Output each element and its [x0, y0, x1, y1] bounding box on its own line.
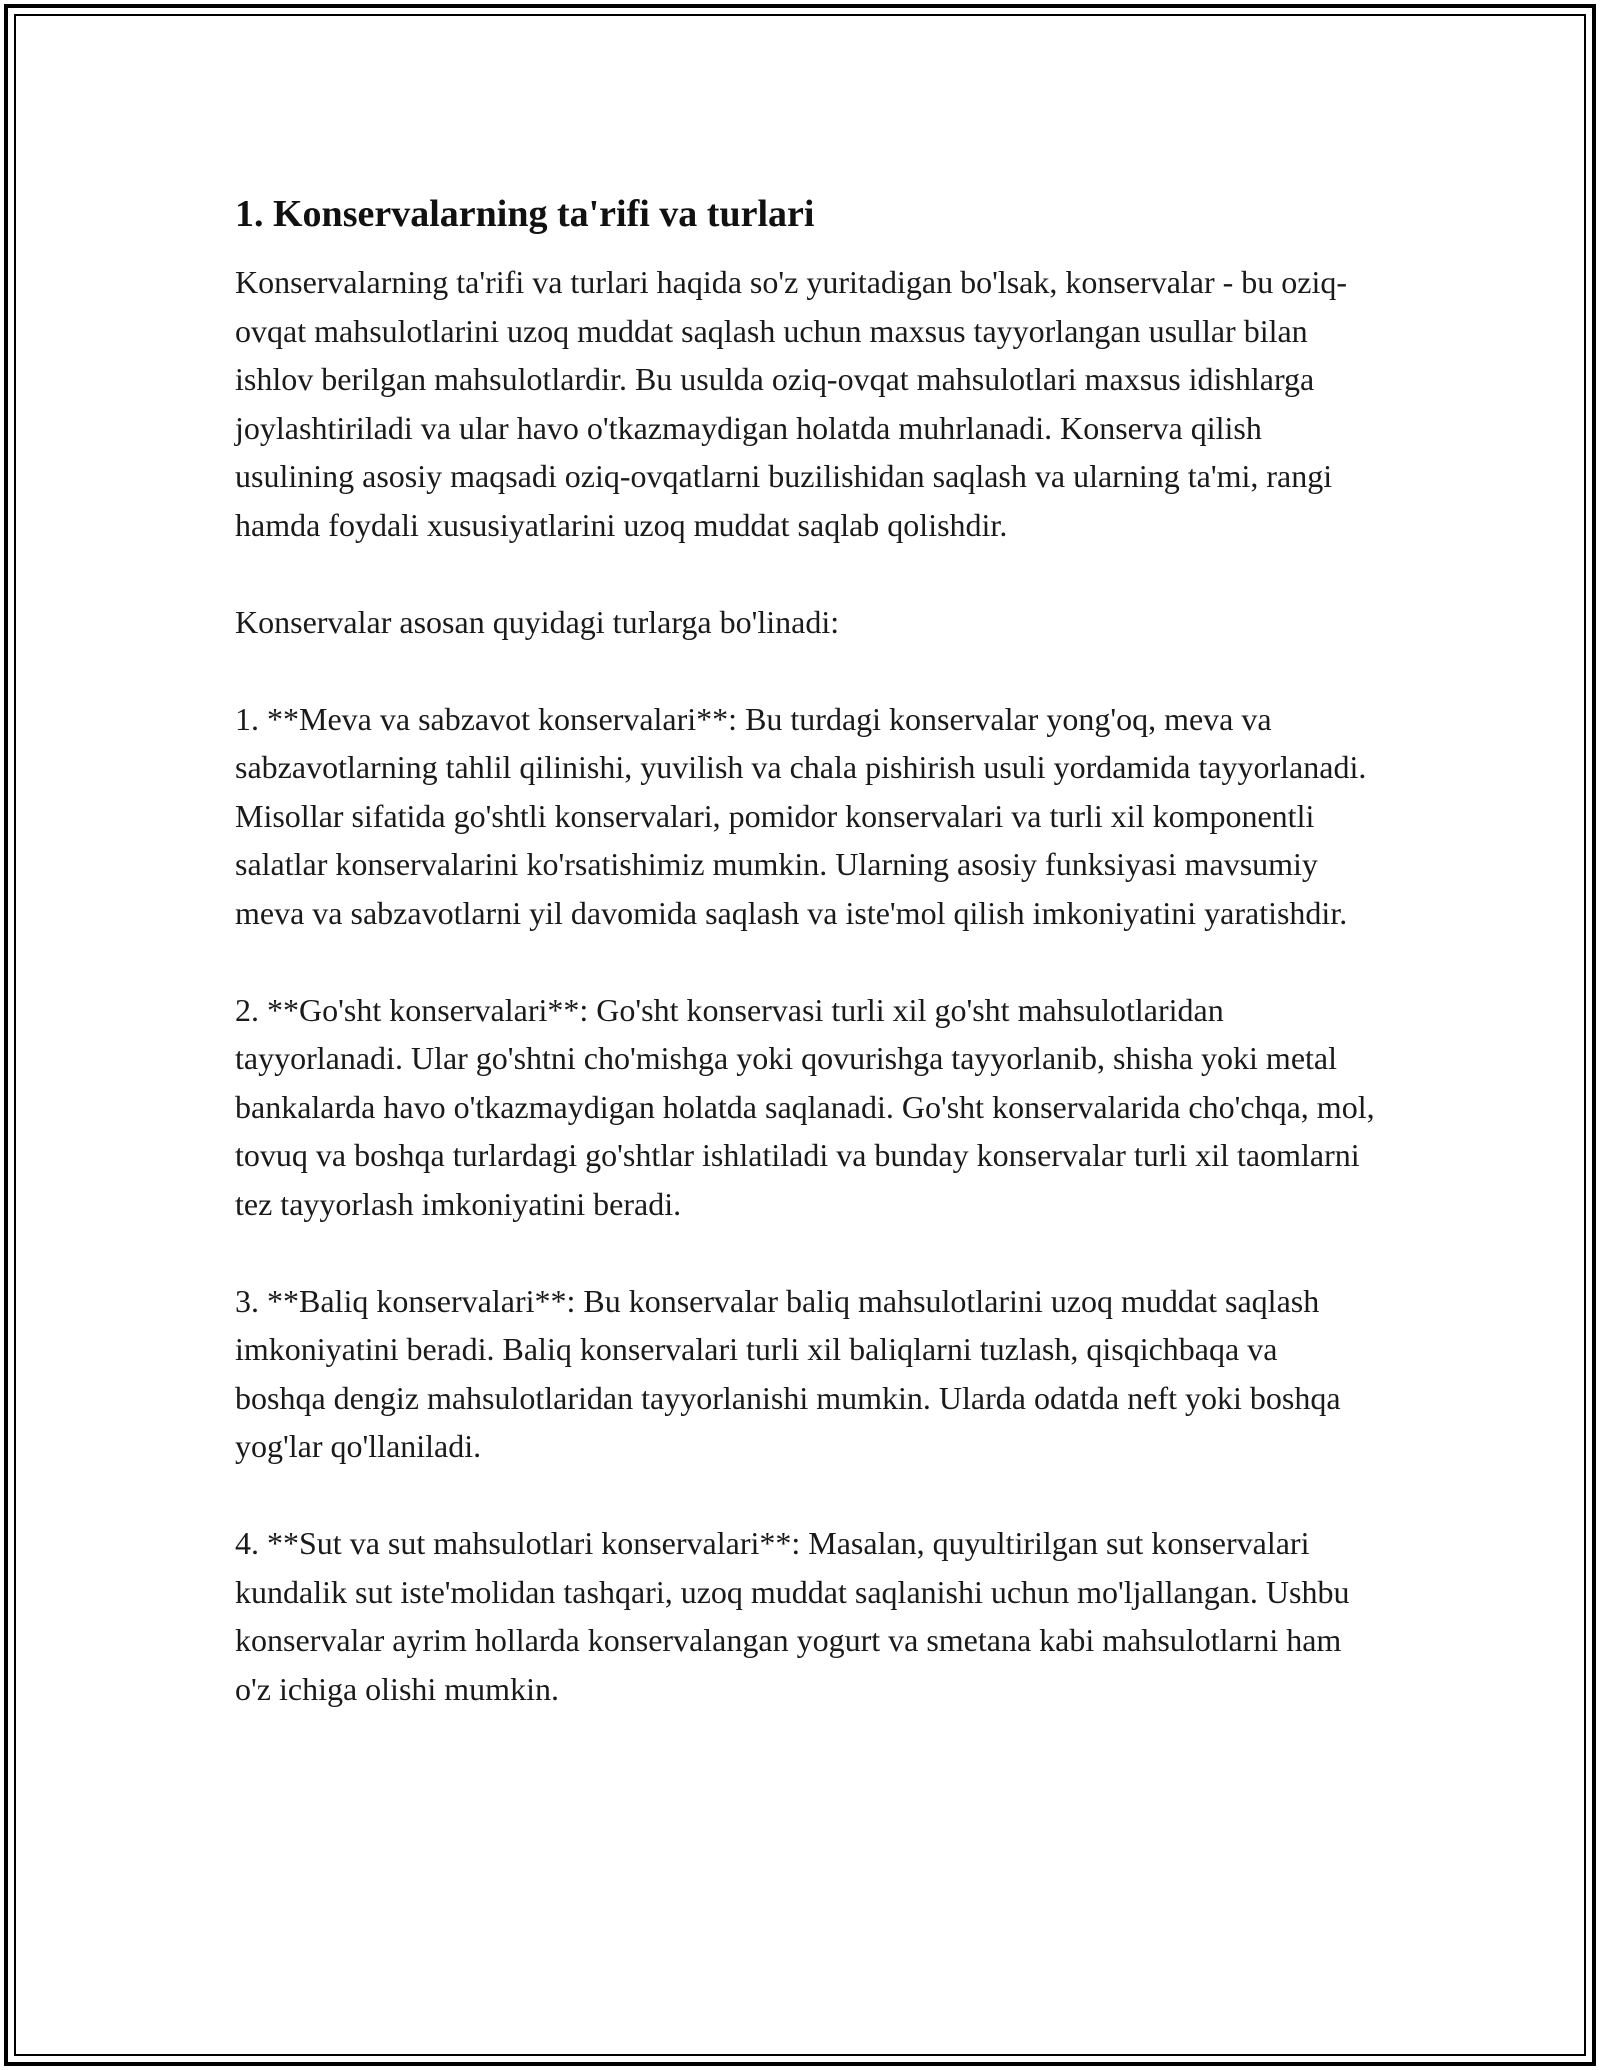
- paragraph-spacer: [235, 937, 1375, 986]
- paragraph-spacer: [235, 646, 1375, 695]
- list-item-fruit-vegetable: 1. **Meva va sabzavot konservalari**: Bu turdagi konservalar yong'oq, meva va sabzavotlarning tahlil qilinishi, yuvilish va chala pishirish usuli yordamida tayyorlanadi. Misollar sifatida go'shtli konservalari, pomidor konservalari va turli xil komponentli salatlar konservalarini ko'rsatishimiz mumkin. Ularning asosiy funksiyasi mavsumiy meva va sabzavotlarni yil davomida saqlash va iste'mol qilish imkoniyatini yaratishdir.: [235, 700, 1367, 931]
- section-heading: 1. Konservalarning ta'rifi va turlari: [235, 193, 815, 235]
- paragraph-spacer: [235, 1228, 1375, 1277]
- document-body: [235, 188, 1375, 1713]
- list-item-meat: 2. **Go'sht konservalari**: Go'sht konservasi turli xil go'sht mahsulotlaridan tayyorlanadi. Ular go'shtni cho'mishga yoki qovurishga tayyorlanib, shisha yoki metal bankalarda havo o'tkazmaydigan holatda saqlanadi. Go'sht konservalarida cho'chqa, mol, tovuq va boshqa turlardagi go'shtlar ishlatiladi va bunday konservalar turli xil taomlarni tez tayyorlash imkoniyatini beradi.: [235, 991, 1375, 1222]
- list-item-fish: 3. **Baliq konservalari**: Bu konservalar baliq mahsulotlarini uzoq muddat saqlash imkoniyatini beradi. Baliq konservalari turli xil baliqlarni tuzlash, qisqichbaqa va boshqa dengiz mahsulotlaridan tayyorlanishi mumkin. Ularda odatda neft yoki boshqa yog'lar qo'llaniladi.: [235, 1282, 1341, 1464]
- paragraph-spacer: [235, 1471, 1375, 1520]
- paragraph-spacer: [235, 549, 1375, 598]
- list-item-dairy: 4. **Sut va sut mahsulotlari konservalari**: Masalan, quyultirilgan sut konservalari kundalik sut iste'molidan tashqari, uzoq muddat saqlanishi uchun mo'ljallangan. Ushbu konservalar ayrim hollarda konservalangan yogurt va smetana kabi mahsulotlarni ham o'z ichiga olishi mumkin.: [235, 1525, 1350, 1707]
- intro-paragraph: Konservalarning ta'rifi va turlari haqida so'z yuritadigan bo'lsak, konservalar - bu oziq-ovqat mahsulotlarini uzoq muddat saqlash uchun maxsus tayyorlangan usullar bilan ishlov berilgan mahsulotlardir. Bu usulda oziq-ovqat mahsulotlari maxsus idishlarga joylashtiriladi va ular havo o'tkazmaydigan holatda muhrlanadi. Konserva qilish usulining asosiy maqsadi oziq-ovqatlarni buzilishidan saqlash va ularning ta'mi, rangi hamda foydali xususiyatlarini uzoq muddat saqlab qolishdir.: [235, 264, 1348, 543]
- types-intro-paragraph: Konservalar asosan quyidagi turlarga bo'linadi:: [235, 603, 840, 640]
